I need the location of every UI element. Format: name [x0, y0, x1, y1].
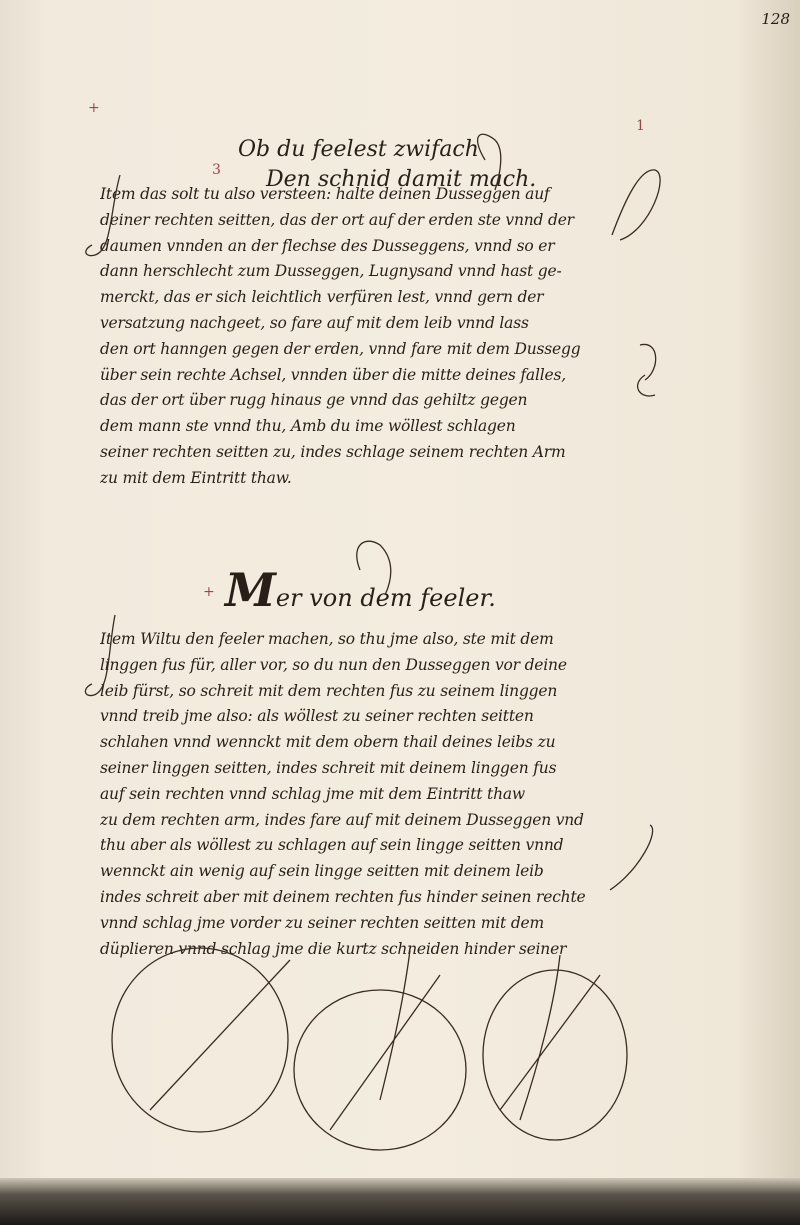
text-line: vnnd schlag jme vorder zu seiner rechten seitten mit dem	[100, 913, 545, 932]
margin-mark: 3	[212, 162, 221, 178]
initial-i-stroke	[85, 615, 115, 696]
ascender-loop	[610, 825, 653, 890]
descender-stroke	[380, 950, 410, 1100]
margin-mark: +	[88, 100, 100, 116]
text-line: düplieren vnnd schlag jme die kurtz schneiden hinder seiner	[100, 939, 567, 958]
text-line: Item Wiltu den feeler machen, so thu jme also, ste mit dem	[100, 630, 554, 648]
text-line: den ort hanngen gegen der erden, vnnd fare mit dem Dussegg	[100, 339, 581, 358]
swash-diagonal	[500, 975, 600, 1110]
text-line: dem mann ste vnnd thu, Amb du ime wöllest schlagen	[100, 417, 516, 436]
text-line: leib fürst, so schreit mit dem rechten fus zu seinem linggen	[100, 681, 558, 700]
text-line: linggen fus für, aller vor, so du nun den Dusseggen vor deine	[100, 655, 567, 674]
heading-flourish	[478, 134, 501, 190]
ascender-loop	[612, 170, 660, 240]
swash-diagonal	[330, 975, 440, 1130]
text-line: das der ort über rugg hinaus ge vnnd das gehiltz gegen	[100, 391, 528, 410]
initial-i-stroke	[86, 175, 120, 256]
text-line: merckt, das er sich leichtlich verfüren lest, vnnd gern der	[100, 288, 544, 307]
text-line: schlahen vnnd wennckt mit dem obern thail deines leibs zu	[100, 733, 556, 752]
swash-loop	[483, 970, 627, 1140]
scan-edge	[0, 1178, 800, 1225]
text-line: thu aber als wöllest zu schlagen auf sein lingge seitten vnnd	[100, 836, 564, 855]
text-line: seiner rechten seitten zu, indes schlage seinem rechten Arm	[100, 442, 566, 461]
section-flourish	[357, 541, 391, 595]
text-line: auf sein rechten vnnd schlag jme mit dem Eintritt thaw	[100, 784, 525, 803]
initial-capital: M	[225, 563, 276, 617]
text-line: dann herschlecht zum Dusseggen, Lugnysand vnnd hast ge-	[100, 262, 562, 281]
heading-line-1: Ob du feelest zwifach	[238, 137, 479, 162]
swash-loop	[294, 990, 466, 1150]
text-line: wennckt ain wenig auf sein lingge seitten mit deinem leib	[100, 862, 544, 881]
text-line: deiner rechten seitten, das der ort auf der erden ste vnnd der	[100, 210, 574, 229]
text-line: versatzung nachgeet, so fare auf mit dem leib vnnd lass	[100, 313, 529, 332]
text-line: über sein rechte Achsel, vnnden über die mitte deines falles,	[100, 365, 566, 384]
text-line: indes schreit aber mit deinem rechten fus hinder seinen rechte	[100, 887, 586, 906]
swash-diagonal	[150, 960, 290, 1110]
margin-mark: 1	[636, 118, 645, 134]
text-line: seiner linggen seitten, indes schreit mit deinem linggen fus	[100, 758, 557, 777]
text-line: zu dem rechten arm, indes fare auf mit deinem Dusseggen vnd	[100, 810, 584, 829]
text-line: zu mit dem Eintritt thaw.	[100, 468, 292, 487]
section-title-text: er von dem feeler.	[275, 584, 496, 612]
text-line: vnnd treib jme also: als wöllest zu seiner rechten seitten	[100, 707, 534, 726]
heading-line-2: Den schnid damit mach.	[266, 167, 537, 192]
text-line: Item das solt tu also versteen: halte deinen Dusseggen auf	[100, 185, 550, 203]
text-line: daumen vnnden an der flechse des Dusseggens, vnnd so er	[100, 236, 555, 255]
margin-mark: +	[203, 584, 215, 600]
ascender-loop	[640, 344, 656, 380]
folio-number: 128	[761, 10, 790, 28]
swash-loop	[112, 948, 288, 1132]
ascender-loop	[638, 375, 655, 396]
